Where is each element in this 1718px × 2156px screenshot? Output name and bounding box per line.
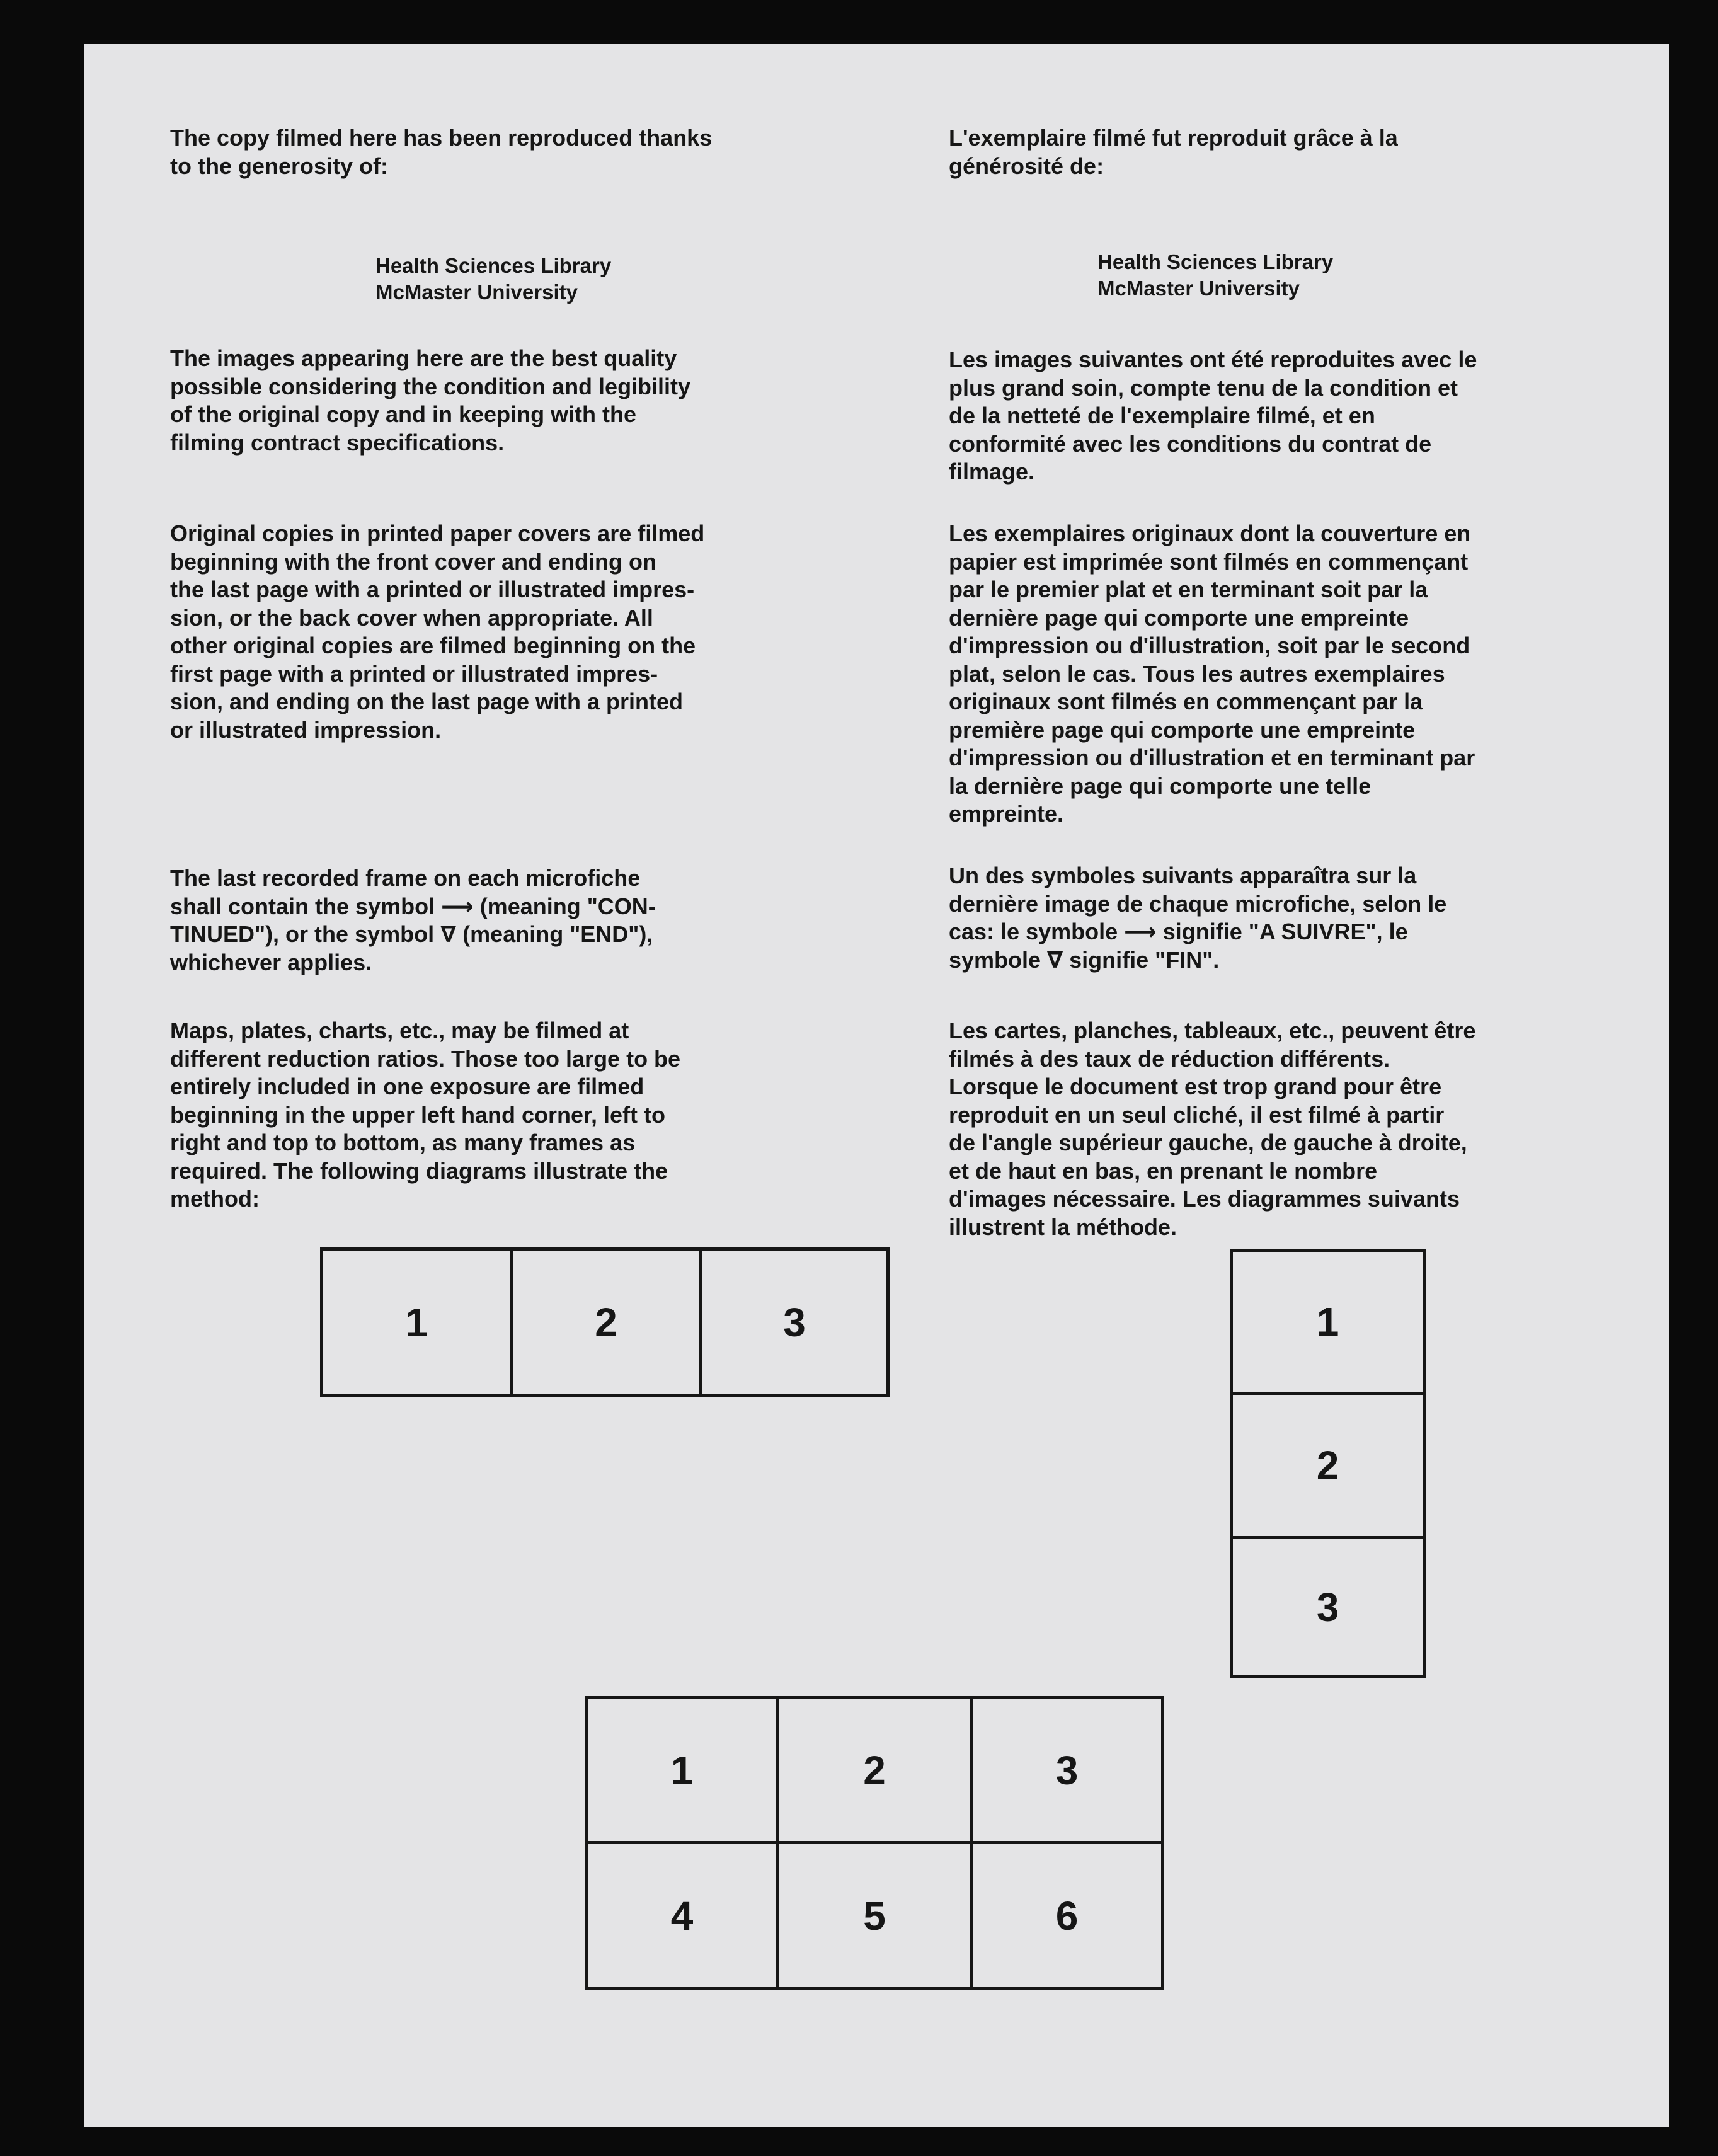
fr-maps-paragraph: Les cartes, planches, tableaux, etc., peuvent être filmés à des taux de réduction différents. Lorsque le document est trop grand pour être reproduit en un seul cliché, il est filmé à partir de l'angle supérieur gauche, de gauche à droite, et de haut en bas, en prenant le nombre d'images nécessaire. Les diagrammes suivants illustrent la méthode. xyxy=(949,1018,1476,1240)
en-maps-paragraph: Maps, plates, charts, etc., may be filmed at different reduction ratios. Those too large to be entirely included in one exposure are filmed beginning in the upper left hand corner, left to right and top to bottom, as many frames as required. The following diagrams illustrate the method: xyxy=(170,1018,681,1212)
en-intro: The copy filmed here has been reproduced thanks to the generosity of: xyxy=(170,125,713,179)
frame-cell: 3 xyxy=(1230,1536,1426,1678)
fr-originals-paragraph: Les exemplaires originaux dont la couverture en papier est imprimée sont filmés en commençant par le premier plat et en terminant soit par la dernière page qui comporte une empreinte d'impression ou d'illustration, soit par le second plat, selon le cas. Tous les autres exemplaires originaux sont filmés en commençant par la première page qui comporte une empreinte d'impression ou d'illustration et en terminant par la dernière page qui comporte une telle empreinte. xyxy=(949,520,1475,827)
grid-frame-diagram xyxy=(585,1696,1164,1990)
fr-intro: L'exemplaire filmé fut reproduit grâce à la générosité de: xyxy=(949,125,1398,179)
frame-cell: 2 xyxy=(1230,1392,1426,1539)
en-quality-paragraph: The images appearing here are the best quality possible considering the condition and legibility of the original copy and in keeping with the filming contract specifications. xyxy=(170,345,691,456)
fr-institution: Health Sciences Library McMaster University xyxy=(1097,250,1334,300)
frame-cell: 1 xyxy=(1230,1249,1426,1395)
frame-cell: 6 xyxy=(970,1841,1164,1990)
fr-quality-paragraph: Les images suivantes ont été reproduites avec le plus grand soin, compte tenu de la condition et de la netteté de l'exemplaire filmé, et en conformité avec les conditions du contrat de filmage. xyxy=(949,347,1477,485)
frame-cell: 2 xyxy=(776,1696,973,1844)
en-institution: Health Sciences Library McMaster University xyxy=(375,254,612,304)
en-originals-paragraph: Original copies in printed paper covers are filmed beginning with the front cover and ending on the last page with a printed or illustrated impres- sion, or the back cover when appropriate. All other original copies are filmed beginning on the first page with a printed or illustrated impres- sion, and ending on the last page with a printed or illustrated impression. xyxy=(170,520,705,743)
frame-cell: 4 xyxy=(585,1841,779,1990)
frame-cell: 1 xyxy=(585,1696,779,1844)
frame-cell: 1 xyxy=(320,1247,513,1397)
vertical-frame-diagram xyxy=(1230,1249,1426,1678)
document-page xyxy=(84,44,1669,2127)
horizontal-frame-diagram xyxy=(320,1247,890,1397)
frame-cell: 3 xyxy=(970,1696,1164,1844)
en-symbols-paragraph: The last recorded frame on each microfiche shall contain the symbol ⟶ (meaning "CON- TINUED"), or the symbol ∇ (meaning "END"), whichever applies. xyxy=(170,865,656,975)
frame-cell: 5 xyxy=(776,1841,973,1990)
frame-cell: 3 xyxy=(699,1247,890,1397)
frame-cell: 2 xyxy=(510,1247,702,1397)
fr-symbols-paragraph: Un des symboles suivants apparaîtra sur la dernière image de chaque microfiche, selon le cas: le symbole ⟶ signifie "A SUIVRE", le symbole ∇ signifie "FIN". xyxy=(949,863,1447,973)
